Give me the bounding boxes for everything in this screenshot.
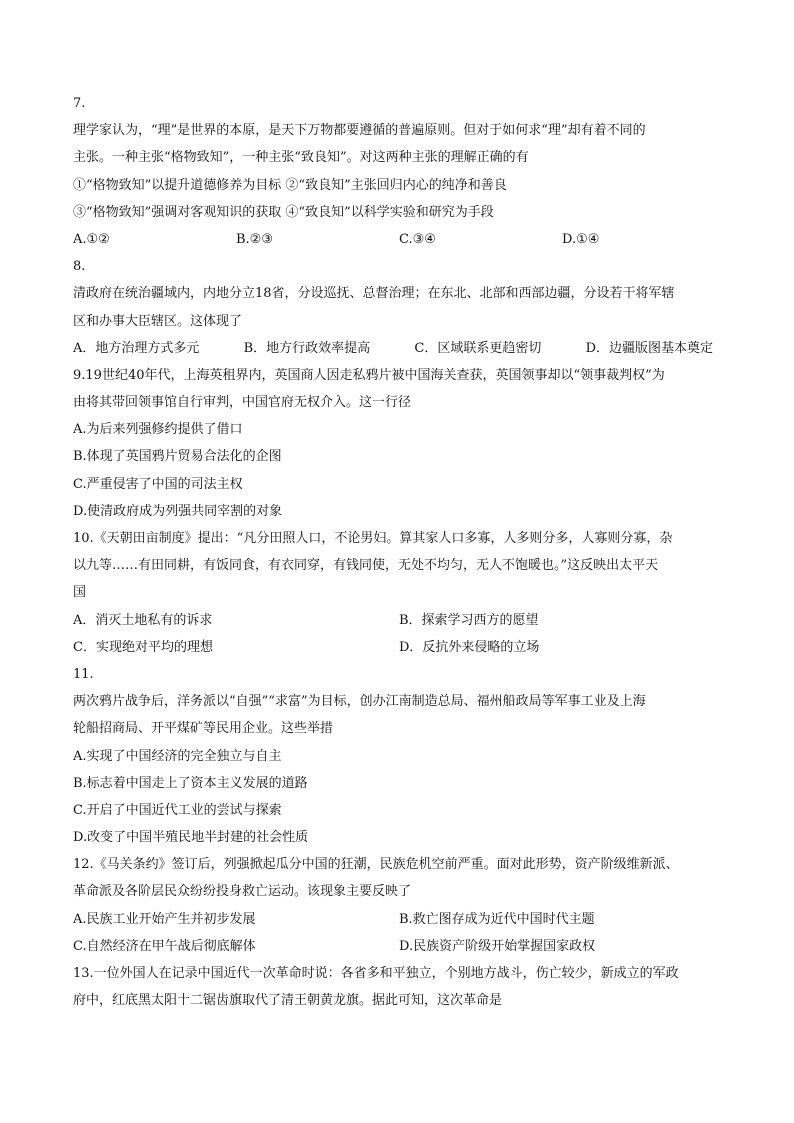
question-statement: ①“格物致知”以提升道德修养为目标 ②“致良知”主张回归内心的纯净和善良	[73, 177, 507, 193]
option-c[interactable]: C.自然经济在甲午战后彻底解体	[73, 938, 256, 954]
question-list	[73, 90, 725, 1014]
question-stem-line: 由将其带回领事馆自行审判，中国官府无权介入。这一行径	[73, 395, 412, 411]
option-d[interactable]: D．边疆版图基本奠定	[585, 340, 713, 356]
answer-options	[73, 607, 725, 634]
question-8	[73, 253, 725, 362]
question-stem-line: 10.《天朝田亩制度》提出：“凡分田照人口，不论男妇。算其家人口多寡，人多则分多，人寡则分寡，杂	[73, 531, 673, 546]
option-a[interactable]: A．消灭土地私有的诉求	[73, 612, 213, 628]
option-a[interactable]: A.民族工业开始产生并初步发展	[73, 911, 256, 927]
question-13	[73, 960, 725, 1014]
option-b[interactable]: B.②③	[236, 231, 273, 247]
answer-options	[73, 906, 725, 933]
option-d[interactable]: D.民族资产阶级开始掌握国家政权	[399, 938, 596, 954]
question-stem-line: 清政府在统治疆域内，内地分立18省，分设巡抚、总督治理；在东北、北部和西部边疆，分设若干将军辖	[73, 286, 675, 302]
question-number: 7.	[73, 96, 86, 111]
option-c[interactable]: C．实现绝对平均的理想	[73, 639, 213, 655]
question-7	[73, 90, 725, 253]
question-stem-line: 轮船招商局、开平煤矿等民用企业。这些举措	[73, 721, 334, 737]
option-d[interactable]: D.使清政府成为列强共同宰割的对象	[73, 503, 283, 519]
question-12	[73, 851, 725, 960]
answer-options	[73, 226, 725, 253]
option-b[interactable]: B．探索学习西方的愿望	[399, 612, 539, 628]
option-a[interactable]: A．地方治理方式多元	[73, 340, 200, 356]
option-c[interactable]: C.开启了中国近代工业的尝试与探索	[73, 802, 282, 818]
option-b[interactable]: B．地方行政效率提高	[243, 340, 371, 356]
question-10	[73, 525, 725, 661]
question-stem-line: 国	[73, 585, 87, 601]
question-statement: ③“格物致知”强调对客观知识的获取 ④“致良知”以科学实验和研究为手段	[73, 204, 494, 220]
answer-options	[73, 933, 725, 960]
question-9	[73, 362, 725, 525]
option-a[interactable]: A.实现了中国经济的完全独立与自主	[73, 748, 282, 764]
question-11	[73, 661, 725, 851]
answer-options	[73, 335, 713, 362]
answer-options	[73, 634, 725, 661]
question-stem-line: 主张。一种主张“格物致知”，一种主张“致良知”。对这两种主张的理解正确的有	[73, 150, 529, 166]
question-number: 8.	[73, 259, 86, 275]
option-c[interactable]: C.严重侵害了中国的司法主权	[73, 476, 243, 492]
question-stem-line: 理学家认为，“理”是世界的本原，是天下万物都要遵循的普遍原则。但对于如何求“理”却有着不同的	[73, 123, 646, 139]
question-stem-line: 9.19世纪40年代，上海英租界内，英国商人因走私鸦片被中国海关查获，英国领事却以“领事裁判权”为	[73, 367, 665, 383]
question-stem-line: 府中，红底黑太阳十二锯齿旗取代了清王朝黄龙旗。据此可知，这次革命是	[73, 993, 503, 1009]
option-a[interactable]: A.①②	[73, 231, 110, 247]
question-stem-line: 两次鸦片战争后，洋务派以“自强”“求富”为目标，创办江南制造总局、福州船政局等军事工业及上海	[73, 694, 646, 710]
option-d[interactable]: D.改变了中国半殖民地半封建的社会性质	[73, 830, 309, 846]
question-stem-line: 区和办事大臣辖区。这体现了	[73, 313, 243, 329]
option-d[interactable]: D．反抗外来侵略的立场	[399, 639, 540, 655]
question-stem-line: 13.一位外国人在记录中国近代一次革命时说：各省多和平独立，个别地方战斗，伤亡较少，新成立的军政	[73, 966, 679, 981]
question-stem-line: 以九等……有田同耕，有饭同食，有衣同穿，有钱同使，无处不均匀，无人不饱暖也。”这反映出太平天	[73, 558, 659, 574]
option-a[interactable]: A.为后来列强修约提供了借口	[73, 422, 243, 438]
option-c[interactable]: C.③④	[399, 231, 436, 247]
option-b[interactable]: B.救亡图存成为近代中国时代主题	[399, 911, 595, 927]
question-stem-line: 12.《马关条约》签订后，列强掀起瓜分中国的狂潮，民族危机空前严重。面对此形势，资产阶级维新派、	[73, 857, 679, 873]
question-number: 11.	[73, 666, 94, 682]
option-d[interactable]: D.①④	[562, 231, 600, 247]
option-c[interactable]: C．区域联系更趋密切	[414, 340, 542, 356]
question-stem-line: 革命派及各阶层民众纷纷投身救亡运动。该现象主要反映了	[73, 884, 412, 900]
option-b[interactable]: B.体现了英国鸦片贸易合法化的企图	[73, 449, 282, 465]
option-b[interactable]: B.标志着中国走上了资本主义发展的道路	[73, 775, 308, 791]
